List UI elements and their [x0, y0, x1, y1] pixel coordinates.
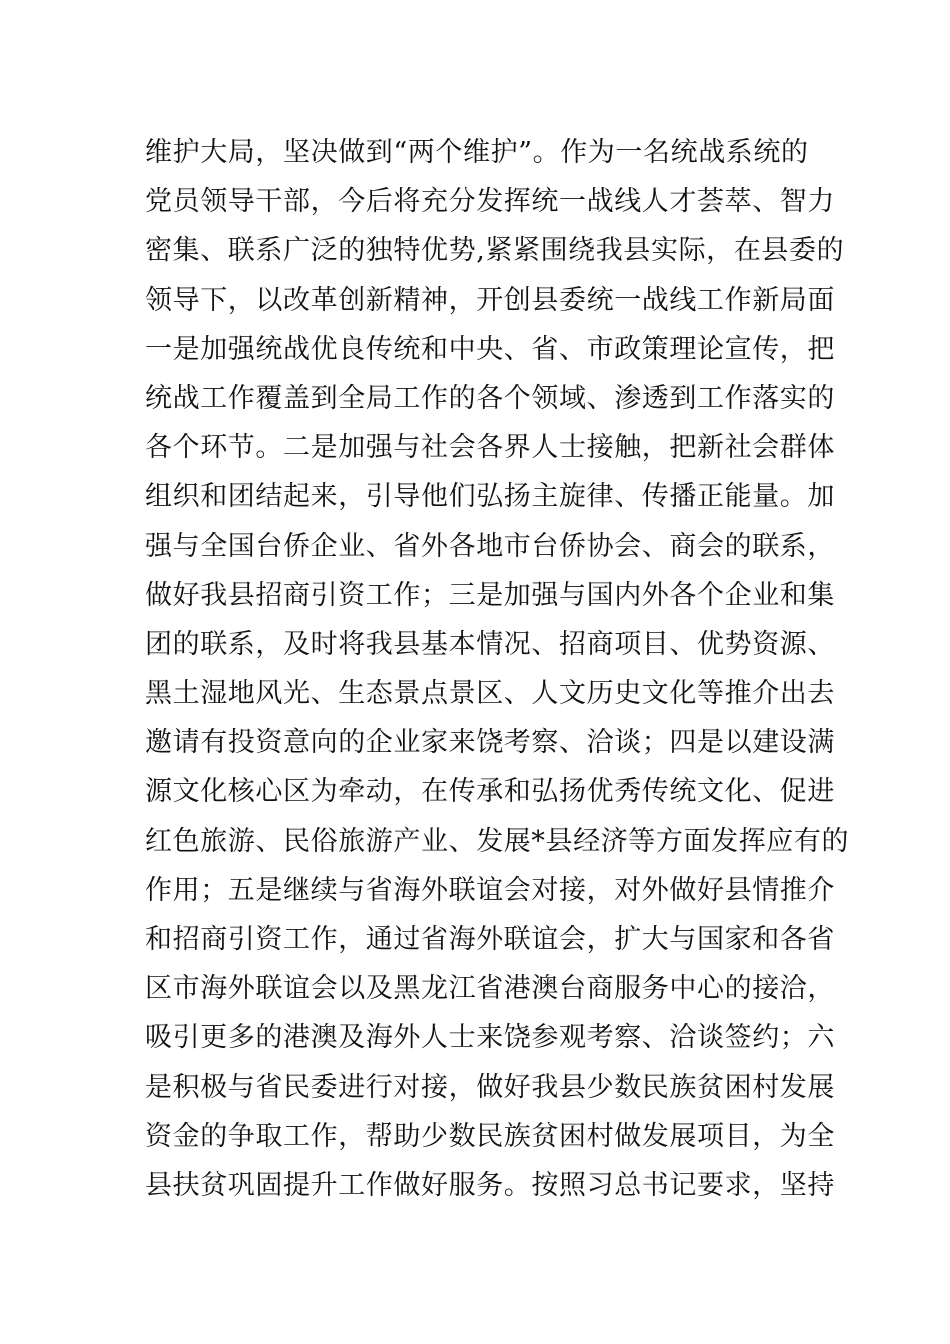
text-line: 资金的争取工作，帮助少数民族贫困村做发展项目，为全: [145, 1120, 835, 1152]
text-line: 领导下，以改革创新精神，开创县委统一战线工作新局面: [145, 284, 835, 316]
text-line: 黑土湿地风光、生态景点景区、人文历史文化等推介出去: [145, 678, 835, 710]
text-line: 一是加强统战优良传统和中央、省、市政策理论宣传，把: [145, 333, 835, 365]
text-line: 源文化核心区为牵动，在传承和弘扬优秀传统文化、促进: [145, 776, 835, 808]
text-line: 区市海外联谊会以及黑龙江省港澳台商服务中心的接洽，: [145, 973, 835, 1005]
text-line: 县扶贫巩固提升工作做好服务。按照习总书记要求，坚持: [145, 1169, 835, 1201]
text-line: 密集、联系广泛的独特优势,紧紧围绕我县实际，在县委的: [145, 235, 845, 267]
text-line: 团的联系，及时将我县基本情况、招商项目、优势资源、: [145, 628, 835, 660]
text-line: 和招商引资工作，通过省海外联谊会，扩大与国家和各省: [145, 924, 835, 955]
text-line: 维护大局，坚决做到“两个维护”。作为一名统战系统的: [145, 137, 809, 168]
text-line: 各个环节。二是加强与社会各界人士接触，把新社会群体: [145, 432, 835, 464]
text-line: 做好我县招商引资工作；三是加强与国内外各个企业和集: [145, 579, 835, 611]
text-line: 统战工作覆盖到全局工作的各个领域、渗透到工作落实的: [145, 382, 835, 414]
text-line: 邀请有投资意向的企业家来饶考察、洽谈；四是以建设满: [145, 727, 835, 759]
text-line: 党员领导干部，今后将充分发挥统一战线人才荟萃、智力: [145, 186, 835, 218]
text-line: 作用；五是继续与省海外联谊会对接，对外做好县情推介: [145, 874, 835, 906]
text-line: 红色旅游、民俗旅游产业、发展*县经济等方面发挥应有的: [145, 825, 850, 857]
text-line: 吸引更多的港澳及海外人士来饶参观考察、洽谈签约；六: [145, 1022, 835, 1054]
body-text: [145, 128, 850, 1210]
text-line: 组织和团结起来，引导他们弘扬主旋律、传播正能量。加: [145, 481, 835, 513]
text-line: 强与全国台侨企业、省外各地市台侨协会、商会的联系，: [145, 530, 835, 562]
text-line: 是积极与省民委进行对接，做好我县少数民族贫困村发展: [145, 1071, 835, 1103]
